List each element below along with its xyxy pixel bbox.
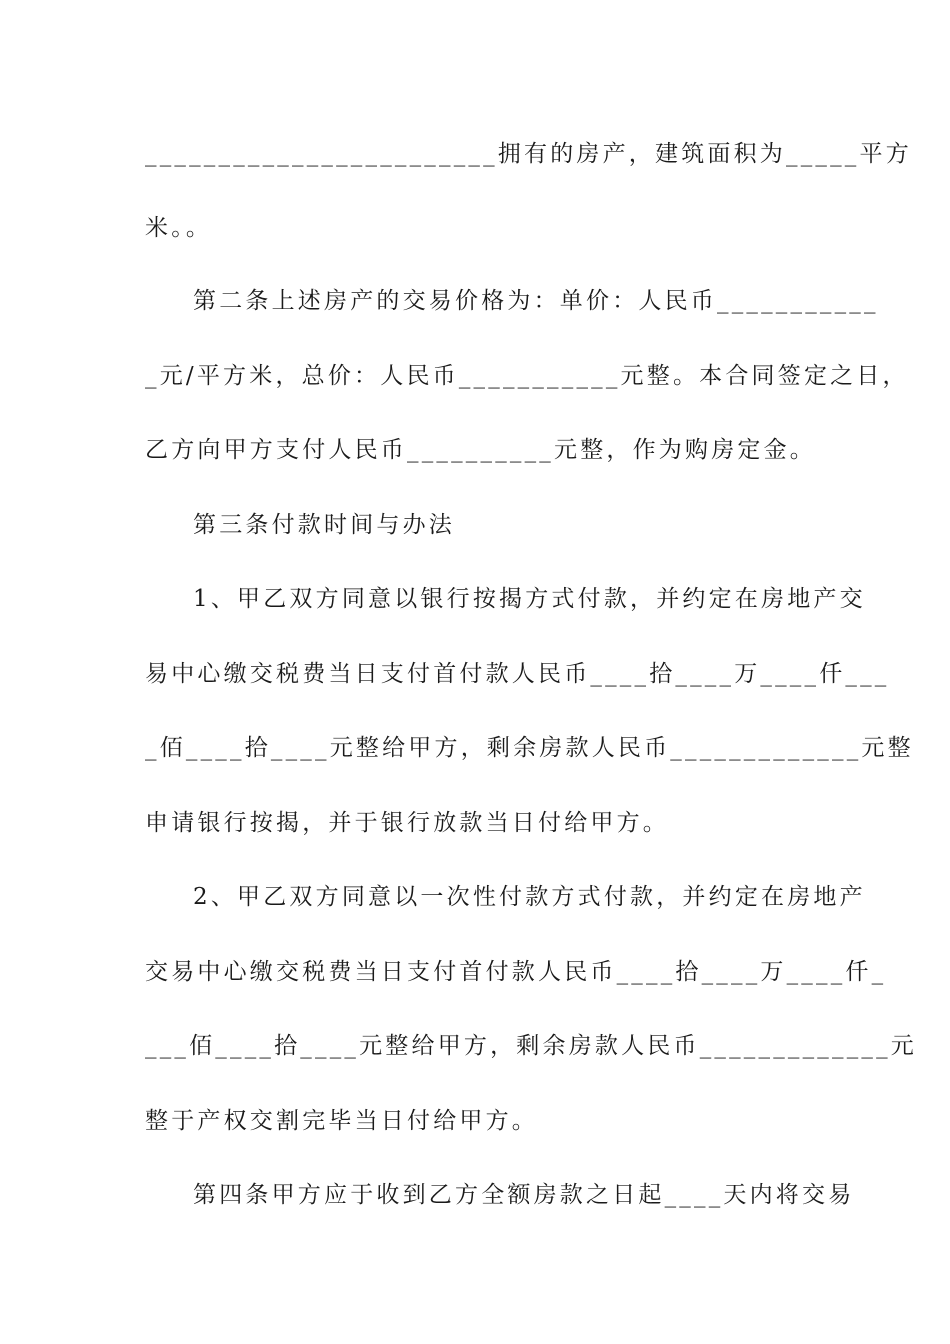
text-line: _佰____拾____元整给甲方，剩余房款人民币_____________元整 — [145, 735, 914, 761]
text-line: ________________________拥有的房产，建筑面积为_____平方 — [145, 141, 912, 167]
text-line: 易中心缴交税费当日支付首付款人民币____拾____万____仟___ — [145, 661, 890, 687]
text-line: 米。。 — [145, 215, 213, 241]
section-heading: 第三条付款时间与办法 — [193, 512, 455, 538]
text-line: 1、甲乙双方同意以银行按揭方式付款，并约定在房地产交 — [193, 586, 866, 612]
text-line: ___佰____拾____元整给甲方，剩余房款人民币_____________元 — [145, 1033, 917, 1059]
text-line: _元/平方米，总价：人民币___________元整。本合同签定之日， — [145, 363, 909, 389]
text-line: 整于产权交割完毕当日付给甲方。 — [145, 1108, 538, 1134]
text-line: 第二条上述房产的交易价格为：单价：人民币___________ — [193, 288, 879, 314]
text-line: 乙方向甲方支付人民币__________元整，作为购房定金。 — [145, 437, 816, 463]
text-line: 第四条甲方应于收到乙方全额房款之日起____天内将交易 — [193, 1182, 855, 1208]
text-line: 申请银行按揭，并于银行放款当日付给甲方。 — [145, 810, 669, 836]
text-line: 交易中心缴交税费当日支付首付款人民币____拾____万____仟_ — [145, 959, 887, 985]
text-line: 2、甲乙双方同意以一次性付款方式付款，并约定在房地产 — [193, 884, 866, 910]
